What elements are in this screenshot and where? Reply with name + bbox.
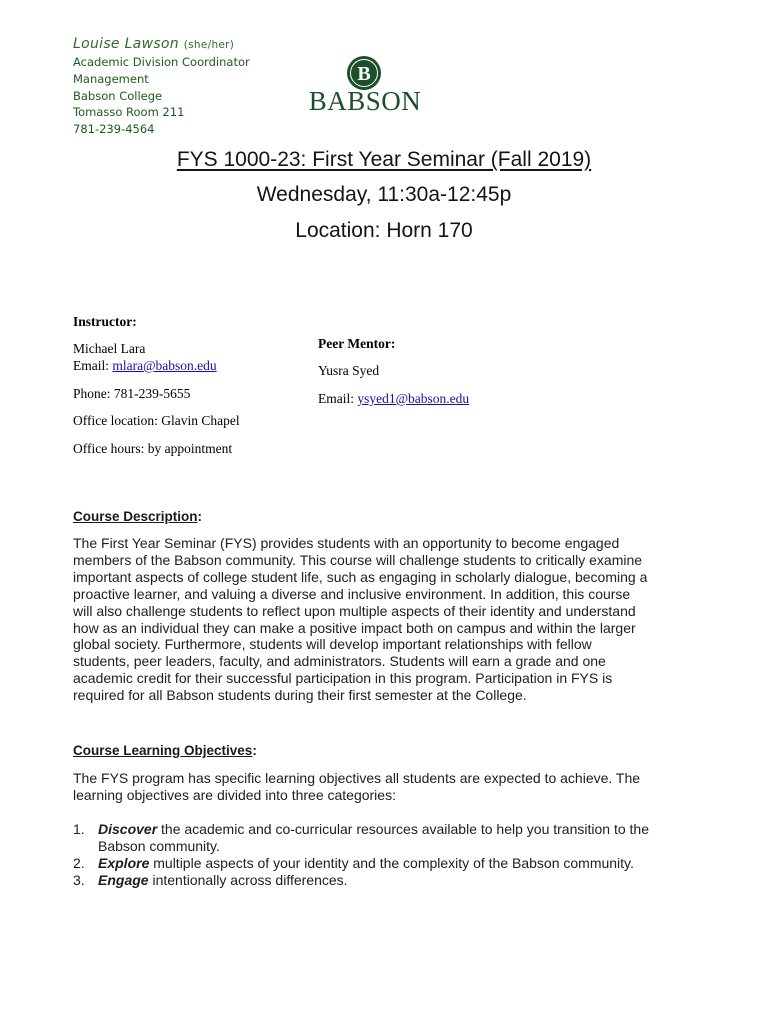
description-line: will also challenge students to reflect upon multiple aspects of their identity and understand — [73, 602, 636, 619]
description-line: global society. Furthermore, students will develop important relationships with fellow — [73, 636, 592, 653]
instructor-email — [73, 358, 217, 374]
objective-text: intentionally across differences. — [148, 872, 348, 888]
instructor-email-link[interactable]: mlara@babson.edu — [112, 358, 217, 373]
page-title: FYS 1000-23: First Year Seminar (Fall 2019) — [176, 148, 592, 171]
objective-keyword: Engage — [98, 872, 149, 888]
signature-name — [73, 36, 234, 52]
course-description-paragraph — [73, 535, 723, 704]
signature-pronouns: (she/her) — [183, 39, 235, 51]
signature-line: Babson College — [73, 89, 163, 103]
learning-objectives-heading: Course Learning Objectives: — [73, 743, 257, 758]
instructor-office-location: Office location: Glavin Chapel — [73, 413, 240, 428]
course-description-heading: Course Description: — [73, 509, 203, 524]
instructor-phone: Phone: 781-239-5655 — [73, 386, 191, 401]
signature-line: Academic Division Coordinator — [73, 55, 250, 69]
mentor-email — [318, 391, 469, 407]
objective-text: multiple aspects of your identity and the complexity of the Babson community. — [149, 855, 634, 871]
objectives-intro-line: learning objectives are divided into three categories: — [73, 786, 396, 803]
objective-number: 3. — [73, 872, 85, 888]
mentor-name: Yusra Syed — [318, 363, 380, 378]
signature-line: Management — [73, 72, 149, 86]
class-location: Location: Horn 170 — [295, 219, 473, 242]
mentor-email-label: Email: — [318, 391, 354, 406]
objective-number: 1. — [73, 821, 85, 837]
learning-objectives-intro — [73, 770, 723, 804]
class-time: Wednesday, 11:30a-12:45p — [256, 183, 512, 206]
mentor-heading: Peer Mentor: — [318, 336, 396, 351]
objective-item — [73, 855, 723, 872]
description-line: required for all Babson students during their first semester at the College. — [73, 687, 527, 704]
instructor-name: Michael Lara — [73, 341, 146, 356]
objective-keyword: Explore — [98, 855, 150, 871]
signature-line: 781-239-4564 — [73, 122, 155, 136]
description-line: The First Year Seminar (FYS) provides students with an opportunity to become engaged — [73, 535, 620, 551]
instructor-email-label: Email: — [73, 358, 109, 373]
learning-objectives-heading-text: Course Learning Objectives — [73, 743, 253, 758]
instructor-office-hours: Office hours: by appointment — [73, 441, 233, 456]
description-line: academic credit for their successful participation in this program. Participation in FYS is — [73, 670, 613, 687]
description-line: members of the Babson community. This course will challenge students to critically examine — [73, 551, 643, 568]
description-line: proactive learner, and valuing a diverse and inclusive environment. In addition, this course — [73, 585, 631, 602]
emblem-letter: B — [357, 63, 371, 85]
objective-item — [73, 821, 723, 855]
signature-name-text: Louise Lawson — [73, 36, 179, 52]
babson-wordmark: BABSON — [308, 86, 422, 116]
objectives-intro-line: The FYS program has specific learning objectives all students are expected to achieve. The — [73, 770, 641, 786]
mentor-email-link[interactable]: ysyed1@babson.edu — [357, 391, 470, 406]
description-line: students, peer leaders, faculty, and administrators. Students will earn a grade and one — [73, 653, 606, 670]
objective-keyword: Discover — [98, 821, 158, 837]
course-description-heading-text: Course Description — [73, 509, 198, 524]
objective-item — [73, 872, 723, 889]
objective-number: 2. — [73, 855, 85, 871]
description-line: how as an individual they can make a positive impact both on campus and within the larger — [73, 619, 636, 636]
objective-text: the academic and co-curricular resources available to help you transition to the — [157, 821, 649, 837]
objective-text-continued: Babson community. — [98, 837, 220, 854]
description-line: important aspects of college student life, such as engaging in scholarly dialogue, becoming a — [73, 568, 648, 585]
instructor-heading: Instructor: — [73, 314, 137, 329]
signature-line: Tomasso Room 211 — [73, 105, 185, 119]
